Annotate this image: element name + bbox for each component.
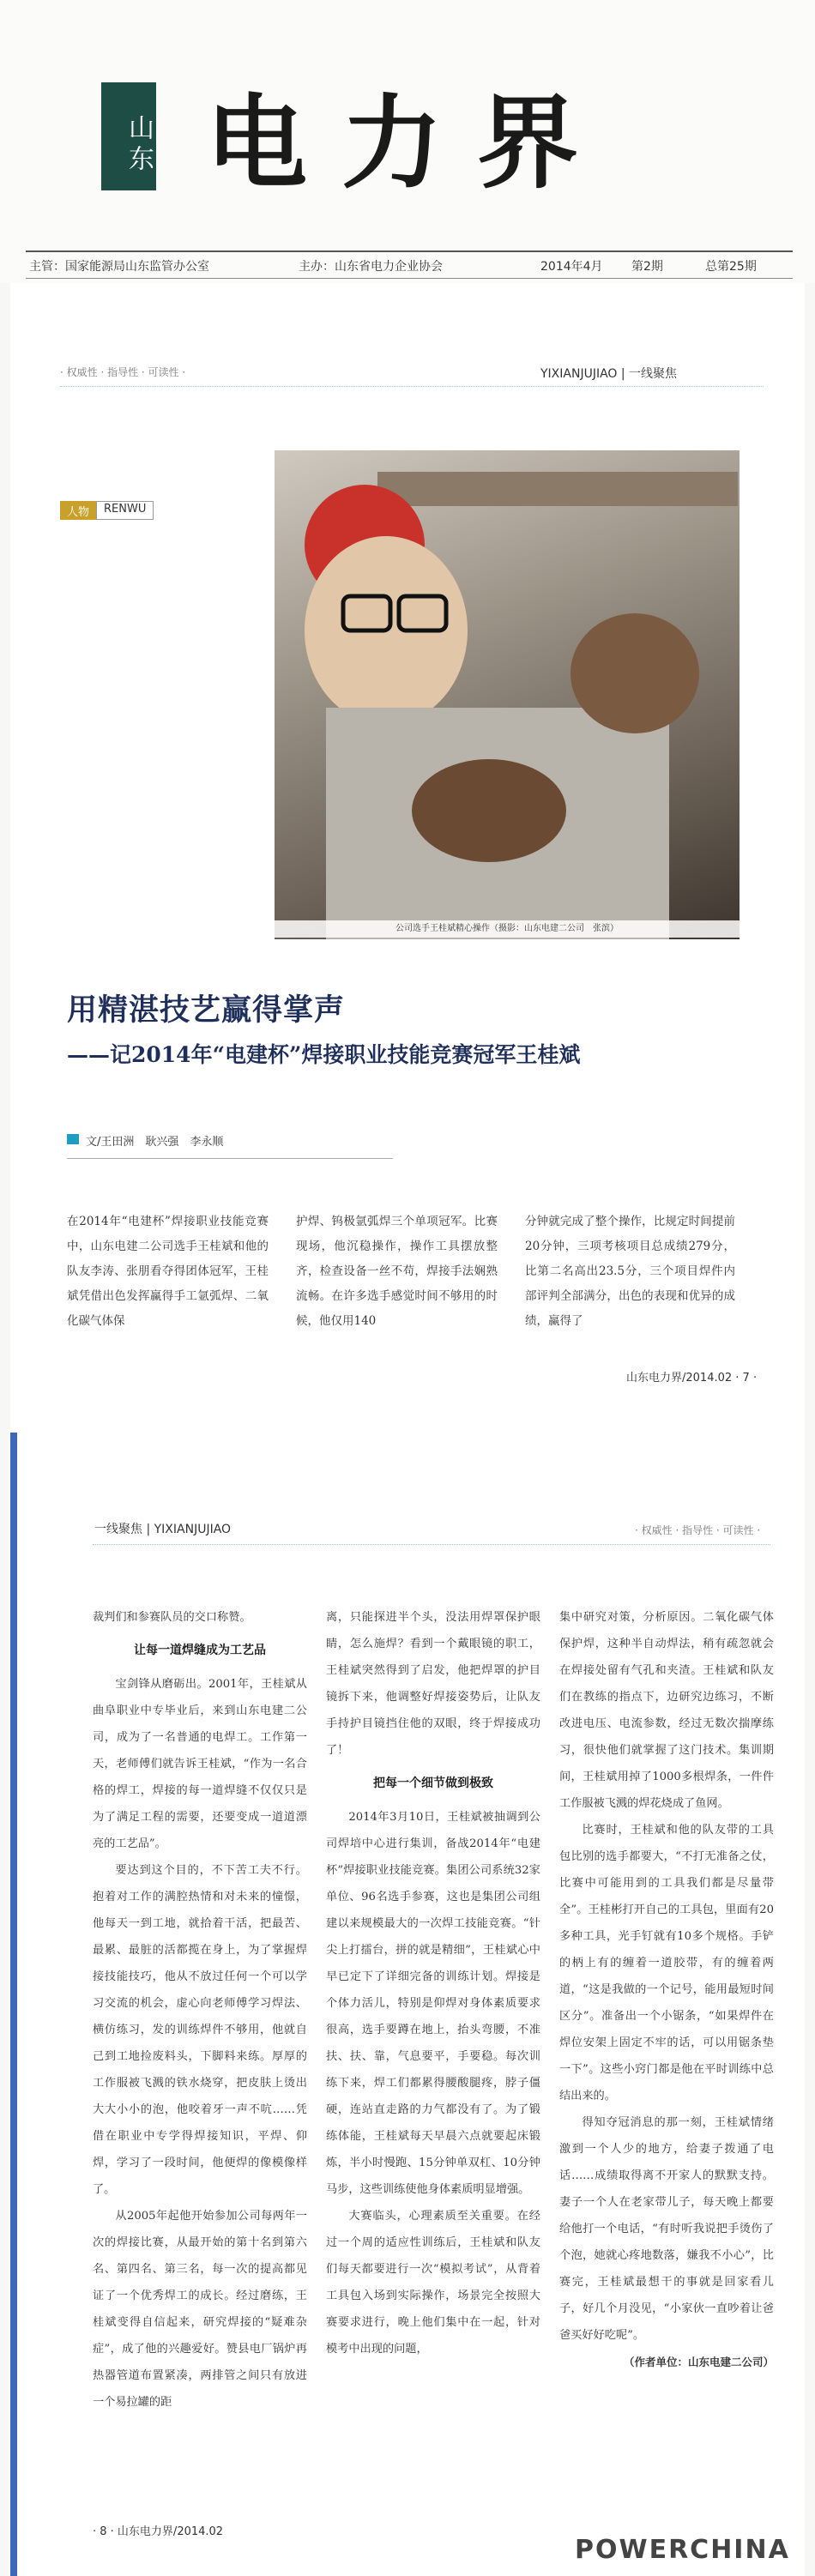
page8-header-rule [93,1544,770,1545]
category-label [60,501,154,520]
glove-left [412,759,566,862]
column1-paragraph-2: 要达到这个目的，不下苦工夫不行。抱着对工作的满腔热情和对未来的憧憬，他每天一到工地，就拾着干活，把最苦、最累、最脏的活都揽在身上，为了掌握焊接技能技巧，他从不放过任何一个可以学习交流的机会，虚心向老师傅学习焊法、横仿练习，发的训练焊件不够用，他就自己到工地捡废料头，下脚料来练。厚厚的工作服被飞溅的铁水烧穿，把皮肤上烫出大大小小的泡，他咬着牙一声不吭……凭借在职业中专学得焊接知识，平焊、仰焊，学习了一段时间，他便焊的像模像样了。 [93,1864,307,2196]
page8-tagline: · 权威性 · 指导性 · 可读性 · [635,1524,761,1536]
welder-photo [275,450,740,939]
column3-paragraph-2: 比赛时，王桂斌和他的队友带的工具包比别的选手都要大，“不打无准备之仗，比赛中可能用到的工具我们都是尽量带全”。王桂彬打开自己的工具包，里面有20多种工具，光手钉就有10多个规格。手铲的柄上有的缠着一道胶带，有的缠着两道，“这是我做的一个记号，能用最短时间区分”。准备出一个小锯条，“如果焊件在焊位安架上固定不牢的话，可以用锯条垫一下”。这些小窍门都是他在平时训练中总结出来的。 [559,1824,774,2102]
byline-marker-icon [67,1134,79,1144]
page7-footer: 山东电力界/2014.02 · 7 · [626,1372,758,1385]
page8-column-3 [559,1604,774,2505]
masthead-title: 电力界 [206,83,613,202]
column1-paragraph-3: 从2005年起他开始参加公司每两年一次的焊接比赛，从最开始的第十名到第六名、第四名、第三名，每一次的提高都见证了一个优秀焊工的成长。经过磨练，王桂斌变得自信起来，研究焊接的“疑难杂症”，成了他的兴趣爱好。赞县电厂锅炉再热器管道布置紧凑，两排管之间只有放进一个易拉罐的距 [93,2210,307,2409]
page7-tagline: · 权威性 · 指导性 · 可读性 · [60,366,186,378]
photo-caption: 公司选手王桂斌精心操作（摄影：山东电建二公司 张滨） [275,920,740,938]
masthead-info-bar [26,250,793,279]
section-heading-detail: 把每一个细节做到极致 [373,1777,493,1790]
column3-paragraph-1: 集中研究对策，分析原因。二氧化碳气体保护焊，这种半自动焊法，稍有疏忽就会在焊接处留有气孔和夹渣。王桂斌和队友们在教练的指点下，边研究边练习，不断改进电压、电流参数，经过无数次揣摩练习，很快他们就掌握了这门技术。集训期间，王桂斌用掉了1000多根焊条，一件件工作服被飞溅的焊花烧成了鱼网。 [559,1611,774,1810]
masthead [0,0,815,283]
column1-paragraph-1: 宝剑锋从磨砺出。2001年，王桂斌从曲阜职业中专毕业后，来到山东电建二公司，成为了一名普通的电焊工。工作第一天，老师傅们就告诉王桂斌，“作为一名合格的焊工，焊接的每一道焊缝不仅仅只是为了满足工程的需要，还要变成一道道漂亮的工艺品”。 [93,1678,307,1850]
steel-plate [377,472,738,506]
byline-rule [67,1158,393,1159]
page7-header-rule [60,386,764,387]
column2-paragraph-2: 2014年3月10日，王桂斌被抽调到公司焊培中心进行集训，备战2014年“电建杯”焊接职业技能竞赛。集团公司系统32家单位、96名选手参赛，这也是集团公司组建以来规模最大的一次焊工技能竞赛。“针尖上打擂台，拼的就是精细”，王桂斌心中早已定下了详细完备的训练计划。焊接是个体力活儿，特别是仰焊对身体素质要求很高，选手要蹲在地上，抬头弯腰，不准扶、扶、靠，气息要平，手要稳。每次训练下来，焊工们都累得腰酸腿疼，脖子僵硬，连站直走路的力气都没有了。为了锻练体能，王桂斌每天早晨六点就要起床锻炼，半小时慢跑、15分钟单双杠、10分钟马步，这些训练使他身体素质明显增强。 [326,1811,540,2196]
issue-total: 总第25期 [705,260,757,274]
page7-column-2: 护焊、钨极氩弧焊三个单项冠军。比赛现场，他沉稳操作，操作工具摆放整齐，检查设备一丝不苟，焊接手法娴熟流畅。在许多选手感觉时间不够用的时候，他仅用140 [296,1215,498,1328]
page7-column-3: 分钟就完成了整个操作，比规定时间提前20分钟，三项考核项目总成绩279分，比第二名高出23.5分，三个项目焊件内部评判全部满分，出色的表现和优异的成绩，赢得了 [525,1215,735,1328]
column2-paragraph-1: 离，只能探进半个头，没法用焊罩保护眼睛，怎么施焊？看到一个戴眼镜的职工，王桂斌突然得到了启发，他把焊罩的护目镜拆下来，他调整好焊接姿势后，让队友手持护目镜挡住他的双眼，终于焊接成功了！ [326,1611,540,1757]
article-byline: 文/王田洲 耿兴强 李永顺 [86,1136,224,1149]
organizer-text: 主办：山东省电力企业协会 [299,260,443,274]
masthead-region-label: 山东 [101,82,156,190]
column1-intro: 裁判们和参赛队员的交口称赞。 [93,1611,251,1624]
issue-number: 第2期 [631,260,663,274]
section-heading-craft: 让每一道焊缝成为工艺品 [134,1644,266,1657]
glove-right [570,613,699,733]
article-headline: 用精湛技艺赢得掌声 [67,992,346,1028]
page8-column-2 [326,1604,540,2505]
page7-section-header: YIXIANJUJIAO | 一线聚焦 [540,367,678,381]
page8-section-header: 一线聚焦 | YIXIANJUJIAO [94,1523,232,1536]
category-label-cn: 人物 [60,501,96,520]
issue-date: 2014年4月 [540,260,603,274]
column2-paragraph-3: 大赛临头，心理素质至关重要。在经过一个周的适应性训练后，王桂斌和队友们每天都要进行一次“模拟考试”，从背着工具包入场到实际操作，场景完全按照大赛要求进行，晚上他们集中在一起，针对模考中出现的问题， [326,2210,540,2356]
author-affiliation: （作者单位：山东电建二公司） [623,2356,774,2368]
page8-footer: · 8 · 山东电力界/2014.02 [93,2525,224,2538]
article-subheadline: ——记2014年“电建杯”焊接职业技能竞赛冠军王桂斌 [67,1042,581,1067]
powerchina-brand: POWERCHINA [575,2535,790,2565]
welder-illustration [275,450,740,939]
page7-column-1: 在2014年“电建杯”焊接职业技能竞赛中，山东电建二公司选手王桂斌和他的队友李涛、张朋看夺得团体冠军，王桂斌凭借出色发挥赢得手工氩弧焊、二氧化碳气体保 [67,1215,269,1328]
page8-column-1 [93,1604,307,2505]
column3-paragraph-3: 得知夺冠消息的那一刻，王桂斌情绪激到一个人少的地方，给妻子拨通了电话……成绩取得离不开家人的默默支持。妻子一个人在老家带儿子，每天晚上都要给他打一个电话，“有时听我说把手烫伤了个泡，她就心疼地数落，嫌我不小心”，比赛完，王桂斌最想干的事就是回家看儿子，好几个月没见，“小家伙一直吵着让爸爸买好好吃呢”。 [559,2116,774,2342]
page8-spine-bar [10,1433,17,2576]
category-label-en: RENWU [96,501,154,520]
sponsor-text: 主管：国家能源局山东监管办公室 [29,260,209,274]
